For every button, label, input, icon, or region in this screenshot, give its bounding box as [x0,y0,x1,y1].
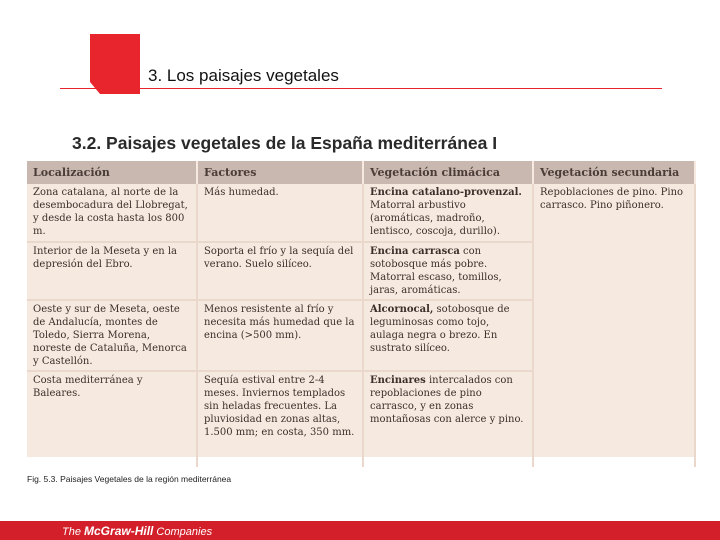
cell-factores: Sequía estival entre 2-4 meses. Inviernos templados sin heladas frecuentes. La pluviosidad en zonas altas, 1.500 mm; en costa, 350 mm. [197,371,363,467]
table-row [27,371,695,467]
cell-factores: Más humedad. [197,184,363,242]
table-row [27,242,695,300]
cell-factores: Soporta el frío y la sequía del verano. Suelo silíceo. [197,242,363,300]
section-title: 3.2. Paisajes vegetales de la España mediterránea I [72,133,498,153]
cell-localizacion: Zona catalana, al norte de la desembocadura del Llobregat, y desde la costa hasta los 800 m. [27,184,197,242]
cell-climacica-rest: intercalados con repoblaciones de pino carrasco, y en zonas montañosas con alerce y pino. [370,375,524,425]
table-header-row [27,161,695,184]
column-header-secundaria: Vegetación secundaria [533,161,695,184]
cell-climacica-bold: Encina carrasca [370,246,460,257]
cell-climacica [363,371,533,467]
logo-suffix: Companies [153,526,213,538]
table-row [27,300,695,371]
cell-climacica-rest: Matorral arbustivo (aromáticas, madroño, lentisco, coscoja, durillo). [370,200,500,237]
cell-climacica-bold: Encina catalano-provenzal. [370,187,522,198]
cell-secundaria-empty [533,300,695,371]
header-divider [60,88,662,89]
vegetation-table [27,161,695,457]
cell-climacica [363,300,533,371]
red-accent-block [90,34,140,94]
cell-climacica [363,184,533,242]
cell-climacica-bold: Alcornocal, [370,304,434,315]
cell-secundaria-empty [533,242,695,300]
cell-climacica-rest: con sotobosque más pobre. Matorral escaso, tomillos, jaras, aromáticas. [370,246,502,296]
figure-caption: Fig. 5.3. Paisajes Vegetales de la región mediterránea [27,474,232,484]
cell-localizacion: Interior de la Meseta y en la depresión del Ebro. [27,242,197,300]
cell-secundaria: Repoblaciones de pino. Pino carrasco. Pino piñonero. [533,184,695,242]
column-header-climacica: Vegetación climácica [363,161,533,184]
cell-localizacion: Oeste y sur de Meseta, oeste de Andalucía, montes de Toledo, Sierra Morena, noreste de Cataluña, Menorca y Castellón. [27,300,197,371]
logo-prefix: The [62,526,85,538]
column-header-factores: Factores [197,161,363,184]
column-header-localizacion: Localización [27,161,197,184]
cell-localizacion: Costa mediterránea y Baleares. [27,371,197,467]
cell-factores: Menos resistente al frío y necesita más humedad que la encina (>500 mm). [197,300,363,371]
footer-bar [0,521,720,540]
cell-climacica-rest: sotobosque de leguminosas como tojo, aulaga negra o brezo. En sustrato silíceo. [370,304,510,354]
table-row [27,184,695,242]
cell-climacica [363,242,533,300]
publisher-logo [62,524,212,538]
logo-brand: McGraw-Hill [84,524,154,538]
cell-secundaria-empty [533,371,695,467]
cell-climacica-bold: Encinares [370,375,426,386]
page-header-title: 3. Los paisajes vegetales [148,66,339,85]
